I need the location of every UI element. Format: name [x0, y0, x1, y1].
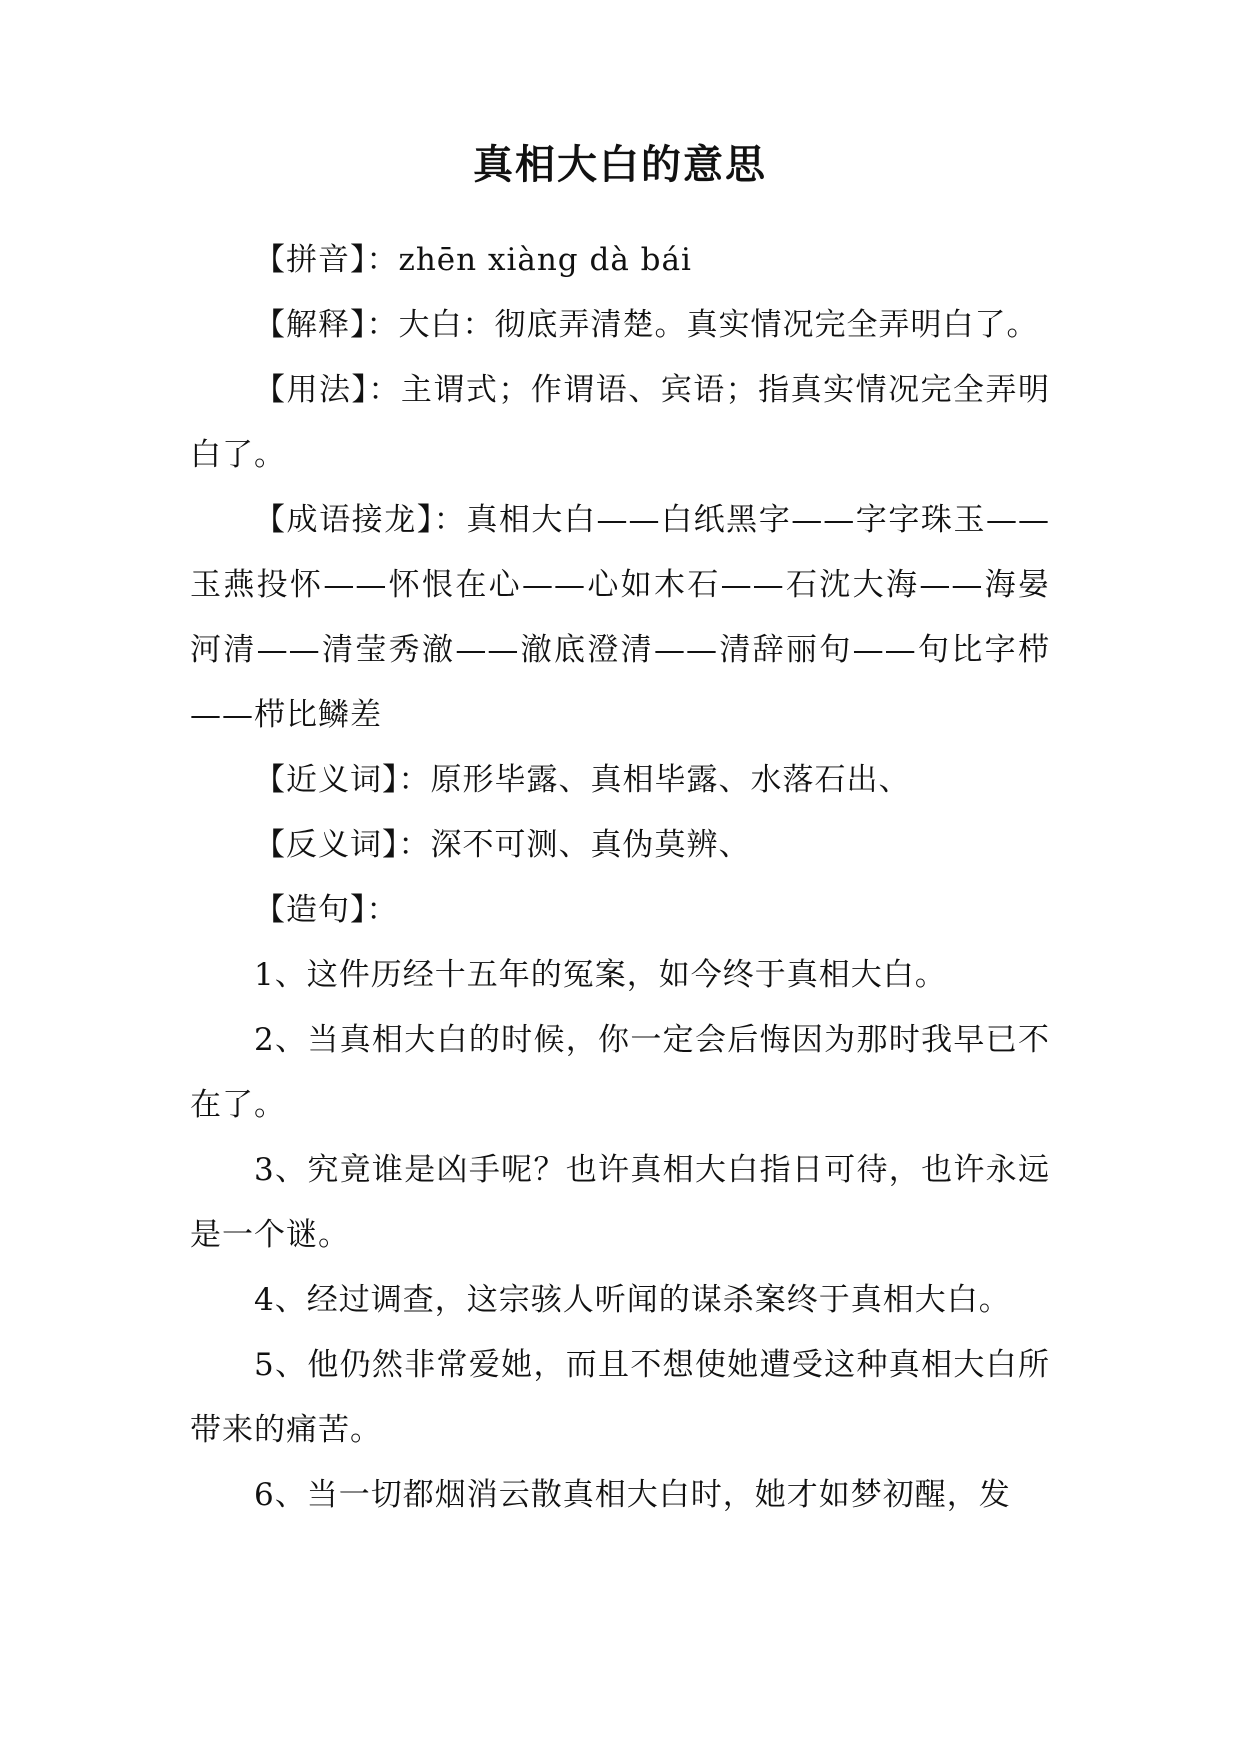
- example-sentence-4: 4、经过调查，这宗骇人听闻的谋杀案终于真相大白。: [254, 1282, 1011, 1318]
- paragraph-usage: 【用法】：主谓式；作谓语、宾语；指真实情况完全弄明白了。: [190, 372, 1050, 473]
- example-sentence-5: 5、他仍然非常爱她，而且不想使她遭受这种真相大白所带来的痛苦。: [190, 1347, 1050, 1448]
- example-sentence-3: 3、究竟谁是凶手呢？也许真相大白指日可待，也许永远是一个谜。: [190, 1152, 1050, 1253]
- example-sentence-2: 2、当真相大白的时候，你一定会后悔因为那时我早已不在了。: [190, 1022, 1050, 1123]
- document-title: 真相大白的意思: [473, 142, 767, 188]
- paragraph-antonyms: 【反义词】：深不可测、真伪莫辨、: [254, 827, 751, 863]
- paragraph-synonyms: 【近义词】：原形毕露、真相毕露、水落石出、: [254, 762, 911, 798]
- paragraph-examples-heading: 【造句】：: [254, 892, 399, 928]
- example-sentence-1: 1、这件历经十五年的冤案，如今终于真相大白。: [254, 957, 947, 993]
- paragraph-idiom-chain: 【成语接龙】：真相大白——白纸黑字——字字珠玉——玉燕投怀——怀恨在心——心如木石——石沈大海——海晏河清——清莹秀澈——澈底澄清——清辞丽句——句比字栉——栉比鳞差: [190, 502, 1050, 733]
- example-sentence-6: 6、当一切都烟消云散真相大白时，她才如梦初醒，发: [254, 1477, 1011, 1513]
- paragraph-explanation: 【解释】：大白：彻底弄清楚。真实情况完全弄明白了。: [254, 307, 1039, 343]
- document-page: [190, 140, 1050, 1528]
- paragraph-pinyin: 【拼音】：zhēn xiàng dà bái: [254, 242, 692, 278]
